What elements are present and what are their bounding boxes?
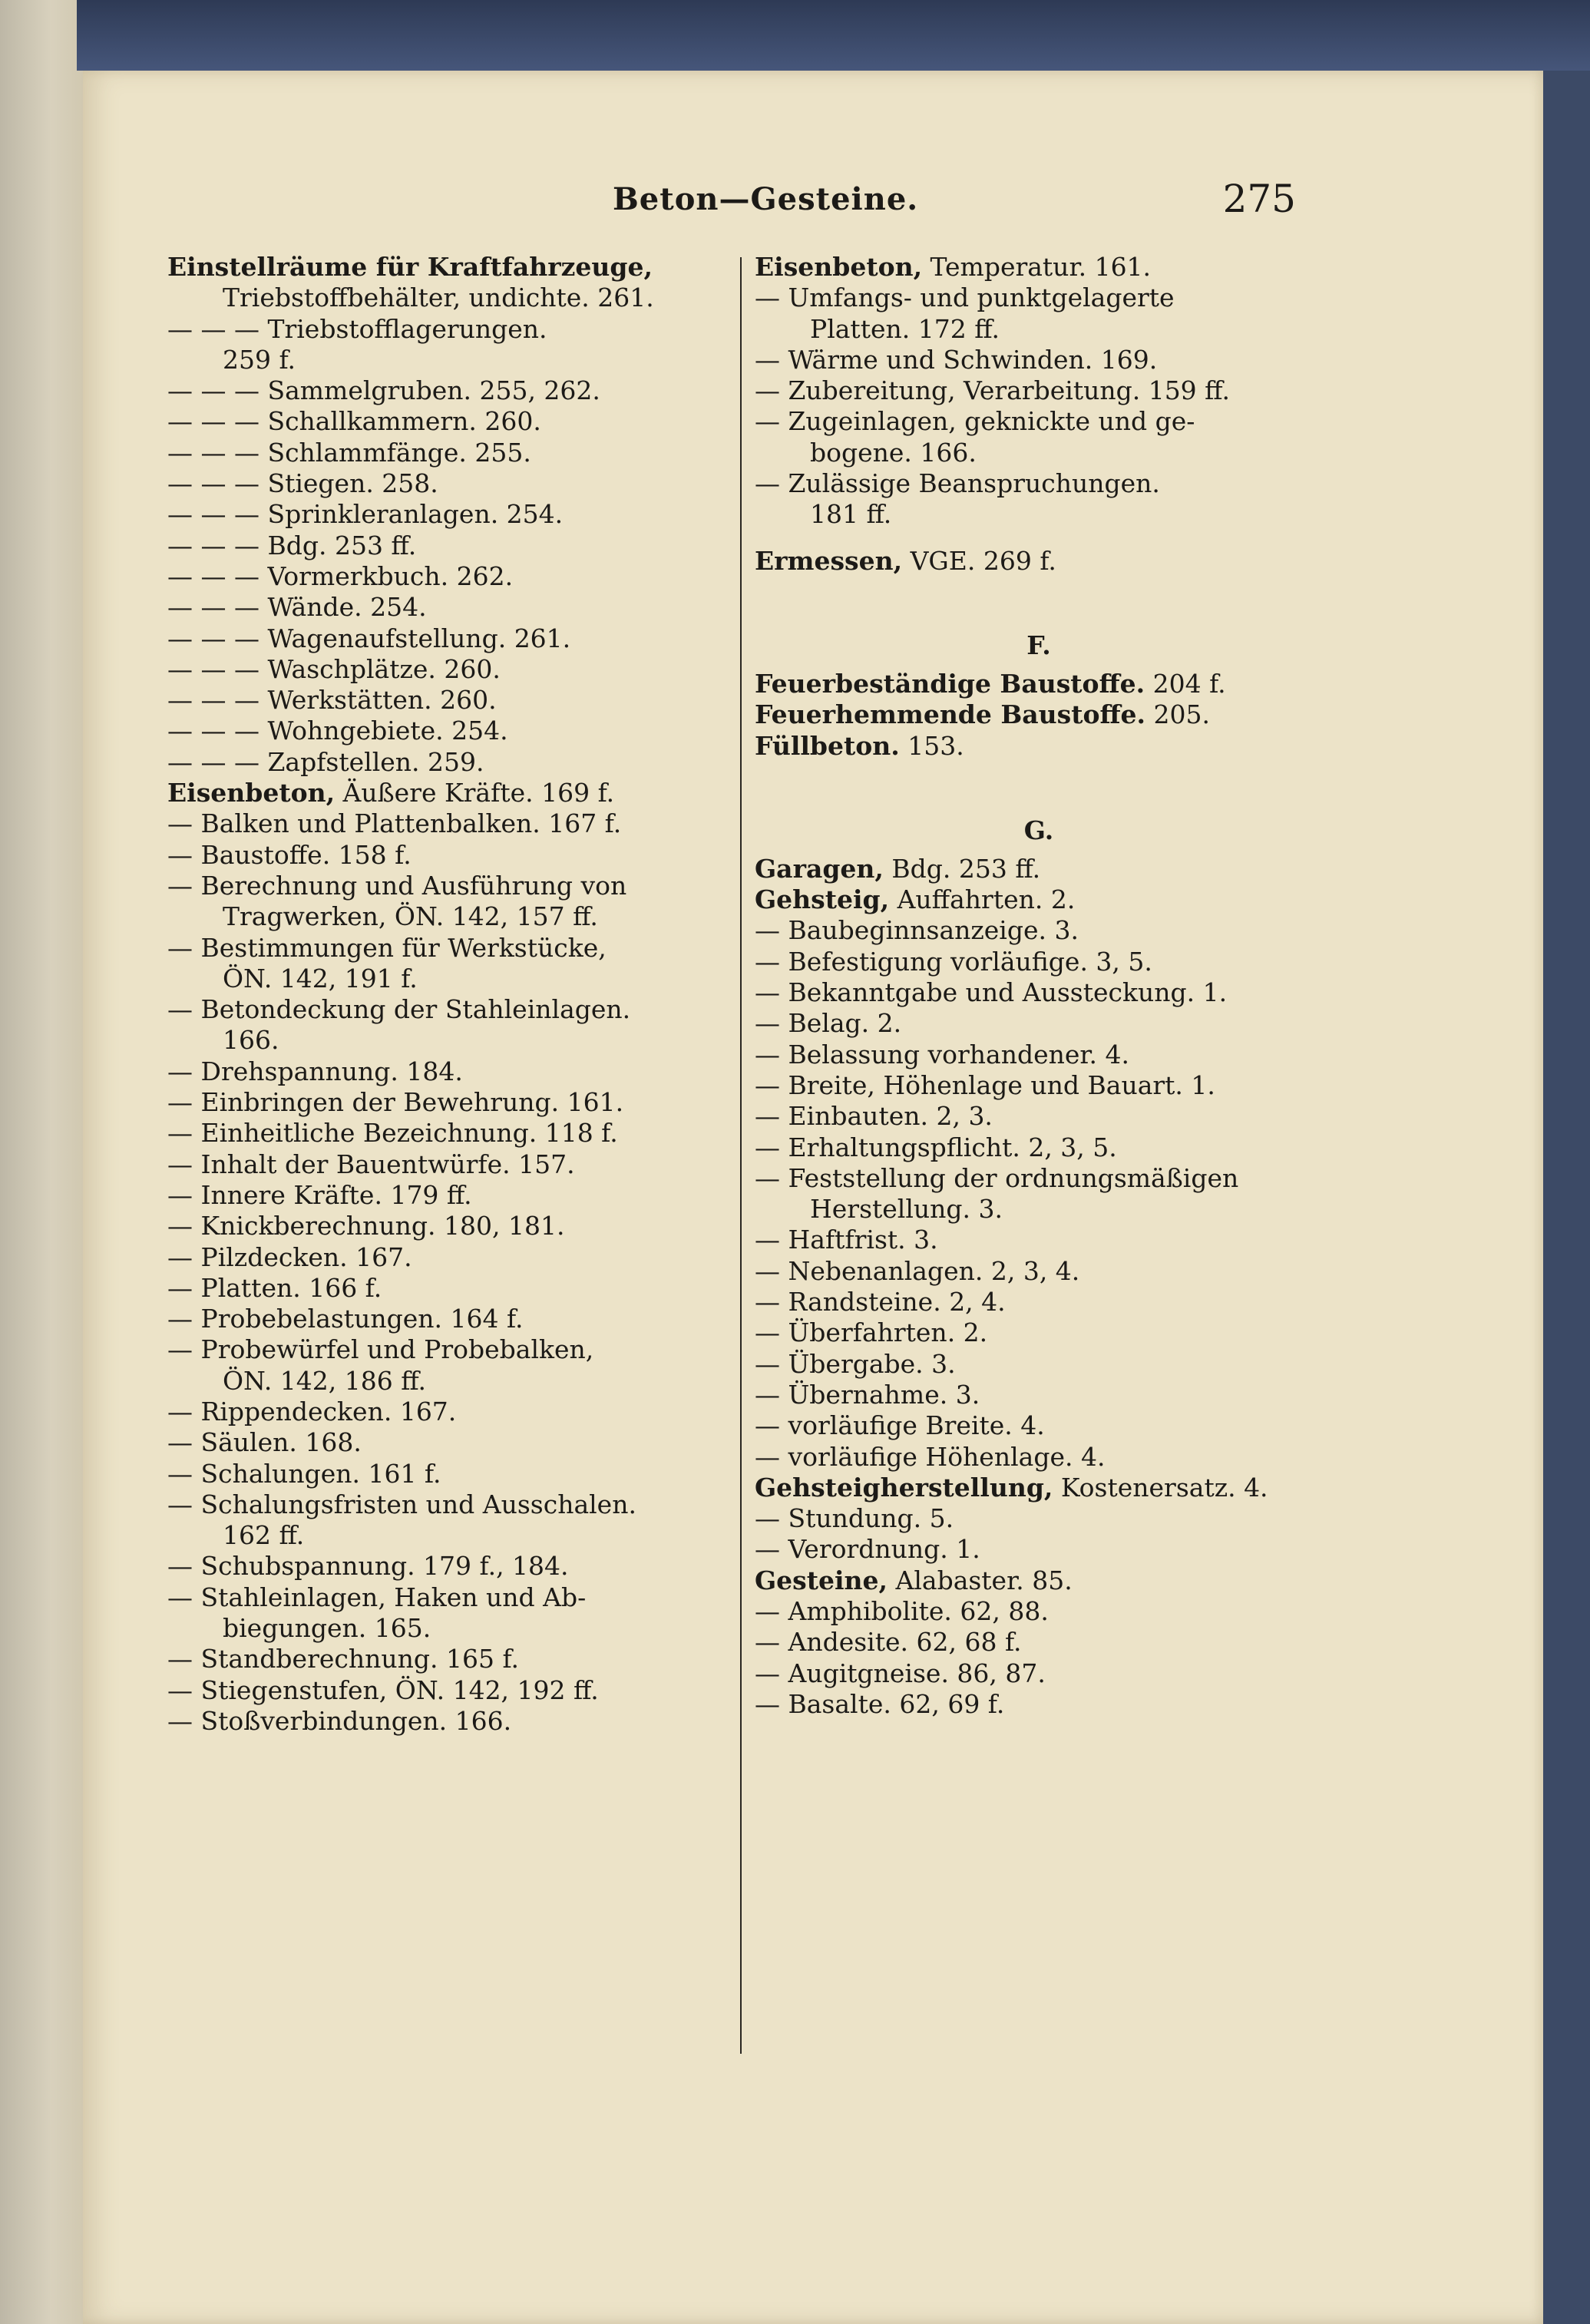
index-subentry xyxy=(167,1706,735,1737)
index-entry-text: — Baubeginnsanzeige. 3. xyxy=(755,915,1079,946)
index-entry-text: — Feststellung der ordnungsmäßigen xyxy=(755,1162,1239,1193)
index-headword: Gesteine, xyxy=(755,1565,888,1595)
index-subentry xyxy=(755,1163,1323,1194)
index-entry-text: — Berechnung und Ausführung von xyxy=(167,870,627,901)
index-entry-text: — Schalungen. 161 f. xyxy=(167,1458,441,1489)
index-entry-text: Temperatur. 161. xyxy=(922,252,1152,282)
index-entry-text: — — — Bdg. 253 ff. xyxy=(167,530,417,560)
index-subentry xyxy=(755,915,1323,946)
index-entry-text: Bdg. 253 ff. xyxy=(883,853,1041,884)
index-entry-text: Platten. 172 ff. xyxy=(810,313,1000,344)
index-subentry xyxy=(755,283,1323,313)
index-headword-entry xyxy=(755,669,1323,699)
index-subentry xyxy=(755,1008,1323,1039)
index-subentry xyxy=(167,1304,735,1334)
index-subentry xyxy=(167,438,735,468)
index-entry-continuation xyxy=(167,1520,735,1551)
index-entry-text: — Überfahrten. 2. xyxy=(755,1317,988,1348)
index-entry-text: — Standberechnung. 165 f. xyxy=(167,1644,519,1674)
index-subentry xyxy=(167,1211,735,1241)
index-subentry xyxy=(167,468,735,499)
index-entry-text: — Stahleinlagen, Haken und Ab- xyxy=(167,1582,587,1612)
index-entry-text: — — — Schallkammern. 260. xyxy=(167,406,541,437)
index-entry-text: — Stiegenstufen, ÖN. 142, 192 ff. xyxy=(167,1674,599,1705)
index-subentry xyxy=(755,1689,1323,1720)
index-headword-entry xyxy=(755,1473,1323,1503)
index-headword-entry xyxy=(755,854,1323,884)
index-entry-text: Tragwerken, ÖN. 142, 157 ff. xyxy=(223,901,598,932)
index-subentry xyxy=(167,1644,735,1674)
index-entry-text: VGE. 269 f. xyxy=(902,545,1056,576)
index-entry-text: 166. xyxy=(223,1025,279,1056)
index-entry-text: — Zubereitung, Verarbeitung. 159 ff. xyxy=(755,375,1230,406)
index-subentry xyxy=(167,1489,735,1520)
index-entry-text: — Schubspannung. 179 f., 184. xyxy=(167,1551,569,1582)
index-entry-text: bogene. 166. xyxy=(810,437,977,468)
index-entry-text: 153. xyxy=(899,730,964,761)
index-subentry xyxy=(167,1459,735,1489)
index-subentry xyxy=(755,468,1323,499)
index-entry-text: — — — Sprinkleranlagen. 254. xyxy=(167,499,564,530)
index-subentry xyxy=(167,1273,735,1304)
index-entry-text: 181 ff. xyxy=(810,499,892,530)
index-entry-text: — — — Wohngebiete. 254. xyxy=(167,716,508,746)
index-entry-text: — Augitgneise. 86, 87. xyxy=(755,1658,1046,1688)
index-entry-text: — Randsteine. 2, 4. xyxy=(755,1287,1006,1317)
index-entry-text: — Umfangs- und punktgelagerte xyxy=(755,283,1175,313)
index-entry-text: Äußere Kräfte. 169 f. xyxy=(335,778,615,808)
index-entry-text: ÖN. 142, 186 ff. xyxy=(223,1365,426,1396)
index-headword: F. xyxy=(1026,630,1051,660)
index-entry-text: — Inhalt der Bauentwürfe. 157. xyxy=(167,1149,575,1179)
index-headword: Eisenbeton, xyxy=(167,778,336,808)
index-section-letter xyxy=(755,808,1323,854)
index-subentry xyxy=(755,1349,1323,1380)
index-subentry xyxy=(167,1397,735,1427)
index-entry-text: — Befestigung vorläufige. 3, 5. xyxy=(755,946,1152,977)
index-entry-text: — Belag. 2. xyxy=(755,1008,902,1039)
index-entry-text: biegungen. 165. xyxy=(223,1613,431,1644)
index-entry-text: — Einheitliche Bezeichnung. 118 f. xyxy=(167,1118,618,1149)
index-entry-text: — vorläufige Höhenlage. 4. xyxy=(755,1441,1106,1472)
index-entry-text: — Nebenanlagen. 2, 3, 4. xyxy=(755,1255,1080,1286)
index-subentry xyxy=(755,406,1323,437)
index-entry-text: — — — Schlammfänge. 255. xyxy=(167,437,531,468)
index-headword: Gehsteig, xyxy=(755,884,890,915)
index-entry-text: — Stoßverbindungen. 166. xyxy=(167,1705,512,1736)
index-subentry xyxy=(167,561,735,592)
index-headword: Einstellräume für Kraftfahrzeuge, xyxy=(167,252,653,282)
index-entry-text: — — — Werkstätten. 260. xyxy=(167,685,497,716)
index-subentry xyxy=(167,592,735,623)
header-title: Beton—Gesteine. xyxy=(613,181,919,217)
index-entry-continuation xyxy=(167,964,735,994)
index-headword: Ermessen, xyxy=(755,545,903,576)
index-subentry xyxy=(755,1596,1323,1627)
index-entry-text: — Zulässige Beanspruchungen. xyxy=(755,468,1160,499)
index-entry-text: — Basalte. 62, 69 f. xyxy=(755,1688,1005,1719)
index-headword-entry xyxy=(755,699,1323,730)
index-entry-continuation xyxy=(167,1025,735,1056)
index-entry-continuation xyxy=(755,1194,1323,1225)
index-entry-text: 205. xyxy=(1145,699,1211,730)
index-subentry xyxy=(167,871,735,901)
index-subentry xyxy=(167,1334,735,1365)
index-entry-text: 204 f. xyxy=(1145,668,1226,699)
index-entry-text: — Bestimmungen für Werkstücke, xyxy=(167,932,607,963)
index-subentry xyxy=(755,1503,1323,1534)
index-subentry xyxy=(167,1087,735,1118)
index-subentry xyxy=(755,375,1323,406)
index-subentry xyxy=(167,499,735,530)
index-subentry xyxy=(755,1627,1323,1658)
index-subentry xyxy=(167,375,735,406)
index-headword-entry xyxy=(167,252,735,283)
index-entry-text: 162 ff. xyxy=(223,1520,305,1551)
index-entry-text: — Pilzdecken. 167. xyxy=(167,1241,412,1272)
index-subentry xyxy=(755,1534,1323,1565)
index-entry-text: — — — Wände. 254. xyxy=(167,592,427,623)
index-entry-text: — Wärme und Schwinden. 169. xyxy=(755,344,1158,375)
index-entry-text: Alabaster. 85. xyxy=(888,1565,1073,1595)
index-headword-entry xyxy=(755,884,1323,915)
index-headword-entry xyxy=(755,252,1323,283)
index-entry-text: — Zugeinlagen, geknickte und ge- xyxy=(755,406,1195,437)
index-subentry xyxy=(167,1242,735,1273)
index-entry-text: Herstellung. 3. xyxy=(810,1194,1003,1225)
index-subentry xyxy=(755,1317,1323,1348)
index-subentry xyxy=(167,1149,735,1180)
index-subentry xyxy=(167,808,735,839)
index-headword: Füllbeton. xyxy=(755,730,900,761)
index-subentry xyxy=(167,685,735,716)
index-headword: Eisenbeton, xyxy=(755,252,923,282)
index-headword-entry xyxy=(167,778,735,808)
index-entry-continuation xyxy=(755,314,1323,345)
index-entry-text: — Übergabe. 3. xyxy=(755,1348,956,1379)
index-subentry xyxy=(167,406,735,437)
index-subentry xyxy=(167,747,735,778)
index-subentry xyxy=(755,1132,1323,1163)
index-subentry xyxy=(167,1551,735,1582)
index-subentry xyxy=(755,1658,1323,1689)
index-entry-continuation xyxy=(167,901,735,932)
index-entry-text: — Einbauten. 2, 3. xyxy=(755,1101,993,1132)
index-entry-text: — Schalungsfristen und Ausschalen. xyxy=(167,1489,636,1519)
index-entry-text: — — — Wagenaufstellung. 261. xyxy=(167,623,571,653)
index-entry-text: — Erhaltungspflicht. 2, 3, 5. xyxy=(755,1132,1117,1162)
index-subentry xyxy=(167,1180,735,1211)
index-entry-text: — Stundung. 5. xyxy=(755,1503,954,1534)
index-entry-text: — — — Stiegen. 258. xyxy=(167,468,438,499)
index-headword-entry xyxy=(755,546,1323,577)
index-headword: Feuerbeständige Baustoffe. xyxy=(755,668,1145,699)
index-entry-continuation xyxy=(167,283,735,313)
index-entry-text: — Betondeckung der Stahleinlagen. xyxy=(167,994,631,1025)
index-headword: Feuerhemmende Baustoffe. xyxy=(755,699,1146,730)
index-entry-continuation xyxy=(167,1366,735,1397)
index-entry-text: — Verordnung. 1. xyxy=(755,1534,980,1565)
index-entry-text: — Probewürfel und Probebalken, xyxy=(167,1334,594,1365)
index-headword: Garagen, xyxy=(755,853,884,884)
index-subentry xyxy=(167,623,735,654)
index-entry-text: — Einbringen der Bewehrung. 161. xyxy=(167,1087,624,1118)
index-entry-text: Auffahrten. 2. xyxy=(889,884,1076,915)
index-headword-entry xyxy=(755,1565,1323,1596)
index-subentry xyxy=(755,345,1323,375)
index-entry-continuation xyxy=(755,438,1323,468)
index-subentry xyxy=(755,1442,1323,1473)
index-entry-text: — — — Sammelgruben. 255, 262. xyxy=(167,375,600,406)
index-entry-continuation xyxy=(755,499,1323,530)
book-spine xyxy=(0,0,92,2324)
index-entry-text: Kostenersatz. 4. xyxy=(1053,1472,1268,1503)
column-divider xyxy=(740,257,742,2054)
index-subentry xyxy=(167,1582,735,1613)
index-entry-text: Triebstoffbehälter, undichte. 261. xyxy=(223,283,654,313)
index-subentry xyxy=(755,947,1323,977)
index-entry-text: — Innere Kräfte. 179 ff. xyxy=(167,1179,472,1210)
index-subentry xyxy=(755,1040,1323,1070)
index-subentry xyxy=(755,1380,1323,1410)
index-entry-text: — Amphibolite. 62, 88. xyxy=(755,1595,1049,1626)
book-cover-edge xyxy=(77,0,1590,71)
index-subentry xyxy=(755,1410,1323,1441)
index-entry-text: — Knickberechnung. 180, 181. xyxy=(167,1211,565,1241)
index-entry-text: — vorläufige Breite. 4. xyxy=(755,1410,1045,1441)
index-subentry xyxy=(167,1675,735,1706)
index-entry-text: — Platten. 166 f. xyxy=(167,1272,382,1303)
index-entry-text: — — — Vormerkbuch. 262. xyxy=(167,560,514,591)
index-subentry xyxy=(755,1225,1323,1255)
index-column-right xyxy=(755,252,1323,1720)
index-entry-text: — Säulen. 168. xyxy=(167,1427,362,1458)
index-subentry xyxy=(167,1118,735,1149)
index-entry-text: — — — Waschplätze. 260. xyxy=(167,653,501,684)
index-entry-text: — Belassung vorhandener. 4. xyxy=(755,1039,1130,1069)
index-subentry xyxy=(755,1287,1323,1317)
page-number: 275 xyxy=(1222,177,1296,221)
index-subentry xyxy=(167,1427,735,1458)
index-column-left xyxy=(167,252,735,1737)
index-entry-text: — Drehspannung. 184. xyxy=(167,1056,463,1086)
index-entry-text: — Andesite. 62, 68 f. xyxy=(755,1627,1022,1658)
index-entry-continuation xyxy=(167,1613,735,1644)
index-entry-text: — Bekanntgabe und Aussteckung. 1. xyxy=(755,977,1228,1008)
index-subentry xyxy=(167,840,735,871)
index-subentry xyxy=(167,1056,735,1087)
index-entry-text: — Rippendecken. 167. xyxy=(167,1396,457,1426)
index-subentry xyxy=(167,314,735,345)
index-headword: G. xyxy=(1023,815,1054,845)
index-entry-text: 259 f. xyxy=(223,344,296,375)
index-subentry xyxy=(167,531,735,561)
index-subentry xyxy=(755,1070,1323,1101)
index-entry-text: — Breite, Höhenlage und Bauart. 1. xyxy=(755,1069,1215,1100)
index-entry-text: — Probebelastungen. 164 f. xyxy=(167,1304,524,1334)
index-entry-text: — — — Triebstofflagerungen. xyxy=(167,313,547,344)
index-headword: Gehsteigherstellung, xyxy=(755,1472,1053,1503)
index-entry-text: — Balken und Plattenbalken. 167 f. xyxy=(167,808,622,839)
index-section-letter xyxy=(755,623,1323,669)
index-entry-text: ÖN. 142, 191 f. xyxy=(223,963,418,993)
index-subentry xyxy=(755,977,1323,1008)
index-subentry xyxy=(167,933,735,964)
index-entry-text: — — — Zapfstellen. 259. xyxy=(167,746,484,777)
index-entry-continuation xyxy=(167,345,735,375)
index-subentry xyxy=(167,654,735,685)
index-subentry xyxy=(167,716,735,746)
index-headword-entry xyxy=(755,731,1323,762)
index-subentry xyxy=(755,1101,1323,1132)
index-entry-text: — Baustoffe. 158 f. xyxy=(167,839,412,870)
index-subentry xyxy=(167,994,735,1025)
index-entry-text: — Haftfrist. 3. xyxy=(755,1225,938,1255)
running-header xyxy=(83,177,1296,230)
index-entry-text: — Übernahme. 3. xyxy=(755,1379,980,1410)
index-subentry xyxy=(755,1256,1323,1287)
